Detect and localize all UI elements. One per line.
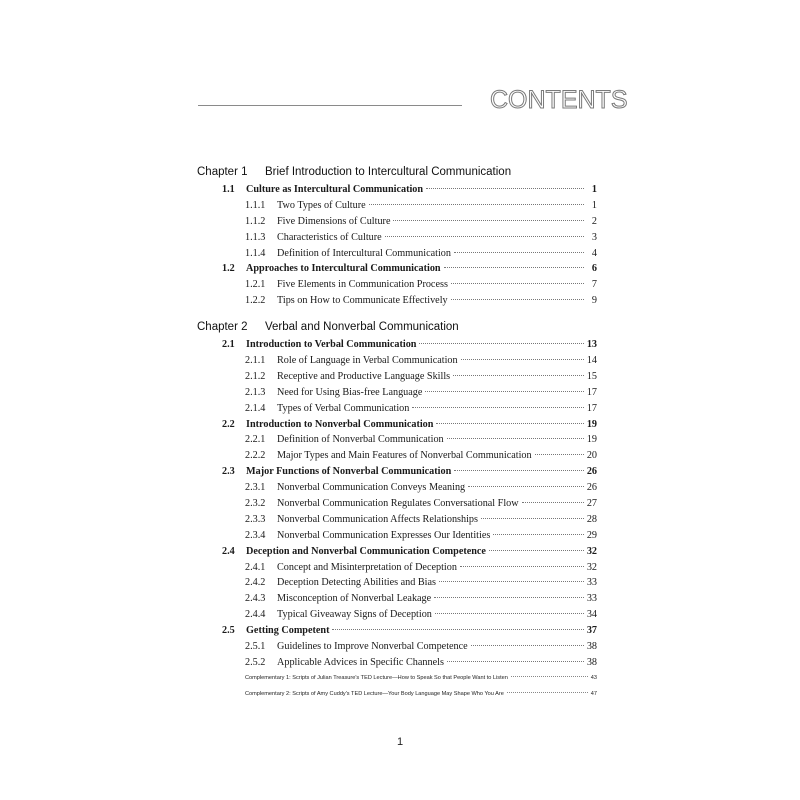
entry-number: 1.1.2: [245, 215, 266, 227]
entry-number: 2.2.1: [245, 434, 266, 446]
entry-page: 26: [586, 482, 597, 494]
entry-title: Receptive and Productive Language Skills: [277, 370, 451, 382]
subsection-entry[interactable]: [197, 496, 597, 512]
subsection-entry[interactable]: [197, 607, 597, 623]
entry-number: 1.1.4: [245, 247, 266, 259]
section-entry[interactable]: [197, 464, 597, 480]
entry-number: 1.2.2: [245, 295, 266, 307]
entry-title: Characteristics of Culture: [277, 231, 382, 243]
dot-leader: [471, 645, 584, 646]
dot-leader: [511, 676, 588, 677]
entry-page: 29: [586, 529, 597, 541]
entry-title: Misconception of Nonverbal Leakage: [277, 593, 432, 605]
complementary-title: Complementary 1: Scripts of Julian Treasure's TED Lecture—How to Speak So that People Want to Listen: [245, 674, 508, 681]
entry-page: 28: [586, 513, 597, 525]
entry-page: 19: [586, 434, 597, 446]
subsection-entry[interactable]: [197, 214, 597, 230]
complementary-entry[interactable]: [197, 671, 597, 687]
dot-leader: [425, 391, 583, 392]
entry-title: Deception Detecting Abilities and Bias: [277, 577, 436, 589]
entry-title: Typical Giveaway Signs of Deception: [277, 609, 432, 621]
entry-number: 1.1.1: [245, 199, 266, 211]
entry-number: 1.1.3: [245, 231, 266, 243]
entry-title: Major Functions of Nonverbal Communication: [246, 466, 452, 478]
entry-title: Types of Verbal Communication: [277, 402, 410, 414]
entry-title: Approaches to Intercultural Communication: [246, 263, 441, 275]
dot-leader: [489, 550, 584, 551]
entry-title: Role of Language in Verbal Communication: [277, 355, 458, 367]
entry-page: 6: [591, 263, 597, 275]
dot-leader: [454, 470, 584, 471]
entry-number: 2.1.3: [245, 386, 266, 398]
dot-leader: [522, 502, 584, 503]
entry-number: 2.4.4: [245, 609, 266, 621]
entry-page: 9: [591, 295, 597, 307]
entry-page: 32: [586, 561, 597, 573]
subsection-entry[interactable]: [197, 230, 597, 246]
entry-title: Nonverbal Communication Affects Relationships: [277, 513, 478, 525]
dot-leader: [468, 486, 584, 487]
entry-title: Definition of Nonverbal Communication: [277, 434, 444, 446]
subsection-entry[interactable]: [197, 639, 597, 655]
subsection-entry[interactable]: [197, 246, 597, 262]
entry-number: 2.3: [222, 466, 235, 478]
section-entry[interactable]: [197, 417, 597, 433]
chapter-title: Brief Introduction to Intercultural Communication: [265, 166, 512, 178]
entry-number: 1.1: [222, 184, 235, 195]
subsection-entry[interactable]: [197, 512, 597, 528]
entry-number: 2.4.1: [245, 561, 266, 573]
entry-page: 20: [586, 450, 597, 462]
chapter-number: Chapter 1: [197, 166, 248, 178]
entry-title: Five Elements in Communication Process: [277, 279, 448, 291]
entry-number: 2.3.3: [245, 513, 266, 525]
entry-title: Nonverbal Communication Regulates Conversational Flow: [277, 498, 519, 510]
entry-page: 13: [586, 339, 597, 351]
entry-page: 27: [586, 498, 597, 510]
dot-leader: [454, 252, 584, 253]
entry-title: Concept and Misinterpretation of Deception: [277, 561, 457, 573]
entry-page: 15: [586, 370, 597, 382]
entry-title: Getting Competent: [246, 625, 330, 637]
subsection-entry[interactable]: [197, 575, 597, 591]
entry-title: Need for Using Bias-free Language: [277, 386, 423, 398]
contents-heading: CONTENTS: [490, 86, 628, 114]
entry-title: Culture as Intercultural Communication: [246, 184, 424, 195]
entry-title: Nonverbal Communication Conveys Meaning: [277, 482, 466, 494]
entry-number: 2.1.4: [245, 402, 266, 414]
dot-leader: [481, 518, 584, 519]
subsection-entry[interactable]: [197, 401, 597, 417]
entry-page: 4: [591, 247, 597, 259]
subsection-entry[interactable]: [197, 432, 597, 448]
section-entry[interactable]: [197, 261, 597, 277]
subsection-entry[interactable]: [197, 293, 597, 309]
entry-number: 2.5: [222, 625, 235, 637]
entry-page: 38: [586, 641, 597, 653]
dot-leader: [369, 204, 584, 205]
dot-leader: [436, 423, 583, 424]
entry-title: Definition of Intercultural Communication: [277, 247, 451, 259]
subsection-entry[interactable]: [197, 591, 597, 607]
entry-number: 1.2.1: [245, 279, 266, 291]
complementary-page: 47: [590, 690, 597, 697]
dot-leader: [493, 534, 583, 535]
subsection-entry[interactable]: [197, 448, 597, 464]
entry-page: 34: [586, 609, 597, 621]
dot-leader: [439, 581, 584, 582]
entry-page: 17: [586, 386, 597, 398]
complementary-entry[interactable]: [197, 687, 597, 703]
dot-leader: [461, 359, 584, 360]
dot-leader: [393, 220, 584, 221]
entry-number: 2.1: [222, 339, 235, 351]
table-of-contents: [197, 162, 597, 702]
dot-leader: [444, 267, 584, 268]
section-entry[interactable]: [197, 544, 597, 560]
entry-number: 2.4.2: [245, 577, 266, 589]
header-rule: [198, 105, 462, 106]
dot-leader: [460, 566, 584, 567]
entry-number: 2.4.3: [245, 593, 266, 605]
page-number: 1: [396, 736, 404, 748]
chapter-gap: [197, 309, 597, 315]
entry-page: 26: [586, 466, 597, 478]
entry-title: Guidelines to Improve Nonverbal Competence: [277, 641, 468, 653]
dot-leader: [435, 613, 584, 614]
dot-leader: [447, 661, 584, 662]
entry-page: 38: [586, 656, 597, 668]
dot-leader: [412, 407, 583, 408]
entry-number: 2.1.1: [245, 355, 266, 367]
entry-title: Tips on How to Communicate Effectively: [277, 295, 448, 307]
dot-leader: [453, 375, 584, 376]
dot-leader: [419, 343, 583, 344]
dot-leader: [507, 692, 588, 693]
entry-page: 17: [586, 402, 597, 414]
entry-number: 2.3.2: [245, 498, 266, 510]
entry-page: 1: [591, 184, 597, 195]
entry-page: 19: [586, 418, 597, 430]
chapter-heading[interactable]: [197, 162, 597, 182]
entry-page: 14: [586, 355, 597, 367]
entry-title: Two Types of Culture: [277, 199, 366, 211]
entry-number: 2.1.2: [245, 370, 266, 382]
dot-leader: [451, 299, 584, 300]
subsection-entry[interactable]: [197, 528, 597, 544]
entry-title: Five Dimensions of Culture: [277, 215, 391, 227]
dot-leader: [447, 438, 584, 439]
entry-page: 3: [591, 231, 597, 243]
dot-leader: [332, 629, 583, 630]
entry-number: 2.4: [222, 545, 235, 557]
chapter-heading[interactable]: [197, 317, 597, 337]
dot-leader: [434, 597, 584, 598]
entry-number: 2.2.2: [245, 450, 266, 462]
entry-number: 1.2: [222, 263, 235, 275]
entry-page: 1: [591, 199, 597, 211]
entry-number: 2.5.1: [245, 641, 266, 653]
entry-page: 33: [586, 593, 597, 605]
subsection-entry[interactable]: [197, 385, 597, 401]
dot-leader: [385, 236, 584, 237]
dot-leader: [535, 454, 584, 455]
entry-title: Applicable Advices in Specific Channels: [277, 656, 444, 668]
dot-leader: [426, 188, 584, 189]
section-entry[interactable]: [197, 337, 597, 353]
entry-number: 2.3.1: [245, 482, 266, 494]
section-entry[interactable]: [197, 623, 597, 639]
entry-page: 32: [586, 545, 597, 557]
entry-page: 7: [591, 279, 597, 291]
dot-leader: [451, 283, 584, 284]
entry-title: Deception and Nonverbal Communication Competence: [246, 545, 486, 557]
entry-number: 2.3.4: [245, 529, 266, 541]
subsection-entry[interactable]: [197, 655, 597, 671]
subsection-entry[interactable]: [197, 369, 597, 385]
subsection-entry[interactable]: [197, 560, 597, 576]
subsection-entry[interactable]: [197, 480, 597, 496]
entry-title: Introduction to Verbal Communication: [246, 339, 417, 351]
entry-title: Nonverbal Communication Expresses Our Identities: [277, 529, 491, 541]
chapter-number: Chapter 2: [197, 321, 248, 334]
entry-page: 2: [591, 215, 597, 227]
section-entry[interactable]: [197, 182, 597, 198]
chapter-title: Verbal and Nonverbal Communication: [265, 321, 459, 334]
subsection-entry[interactable]: [197, 198, 597, 214]
entry-number: 2.2: [222, 418, 235, 430]
entry-number: 2.5.2: [245, 656, 266, 668]
complementary-title: Complementary 2: Scripts of Amy Cuddy's TED Lecture—Your Body Language May Shape Who You Are: [245, 690, 504, 697]
entry-page: 33: [586, 577, 597, 589]
complementary-page: 43: [590, 674, 597, 681]
entry-page: 37: [586, 625, 597, 637]
subsection-entry[interactable]: [197, 353, 597, 369]
entry-title: Introduction to Nonverbal Communication: [246, 418, 434, 430]
subsection-entry[interactable]: [197, 277, 597, 293]
entry-title: Major Types and Main Features of Nonverbal Communication: [277, 450, 532, 462]
